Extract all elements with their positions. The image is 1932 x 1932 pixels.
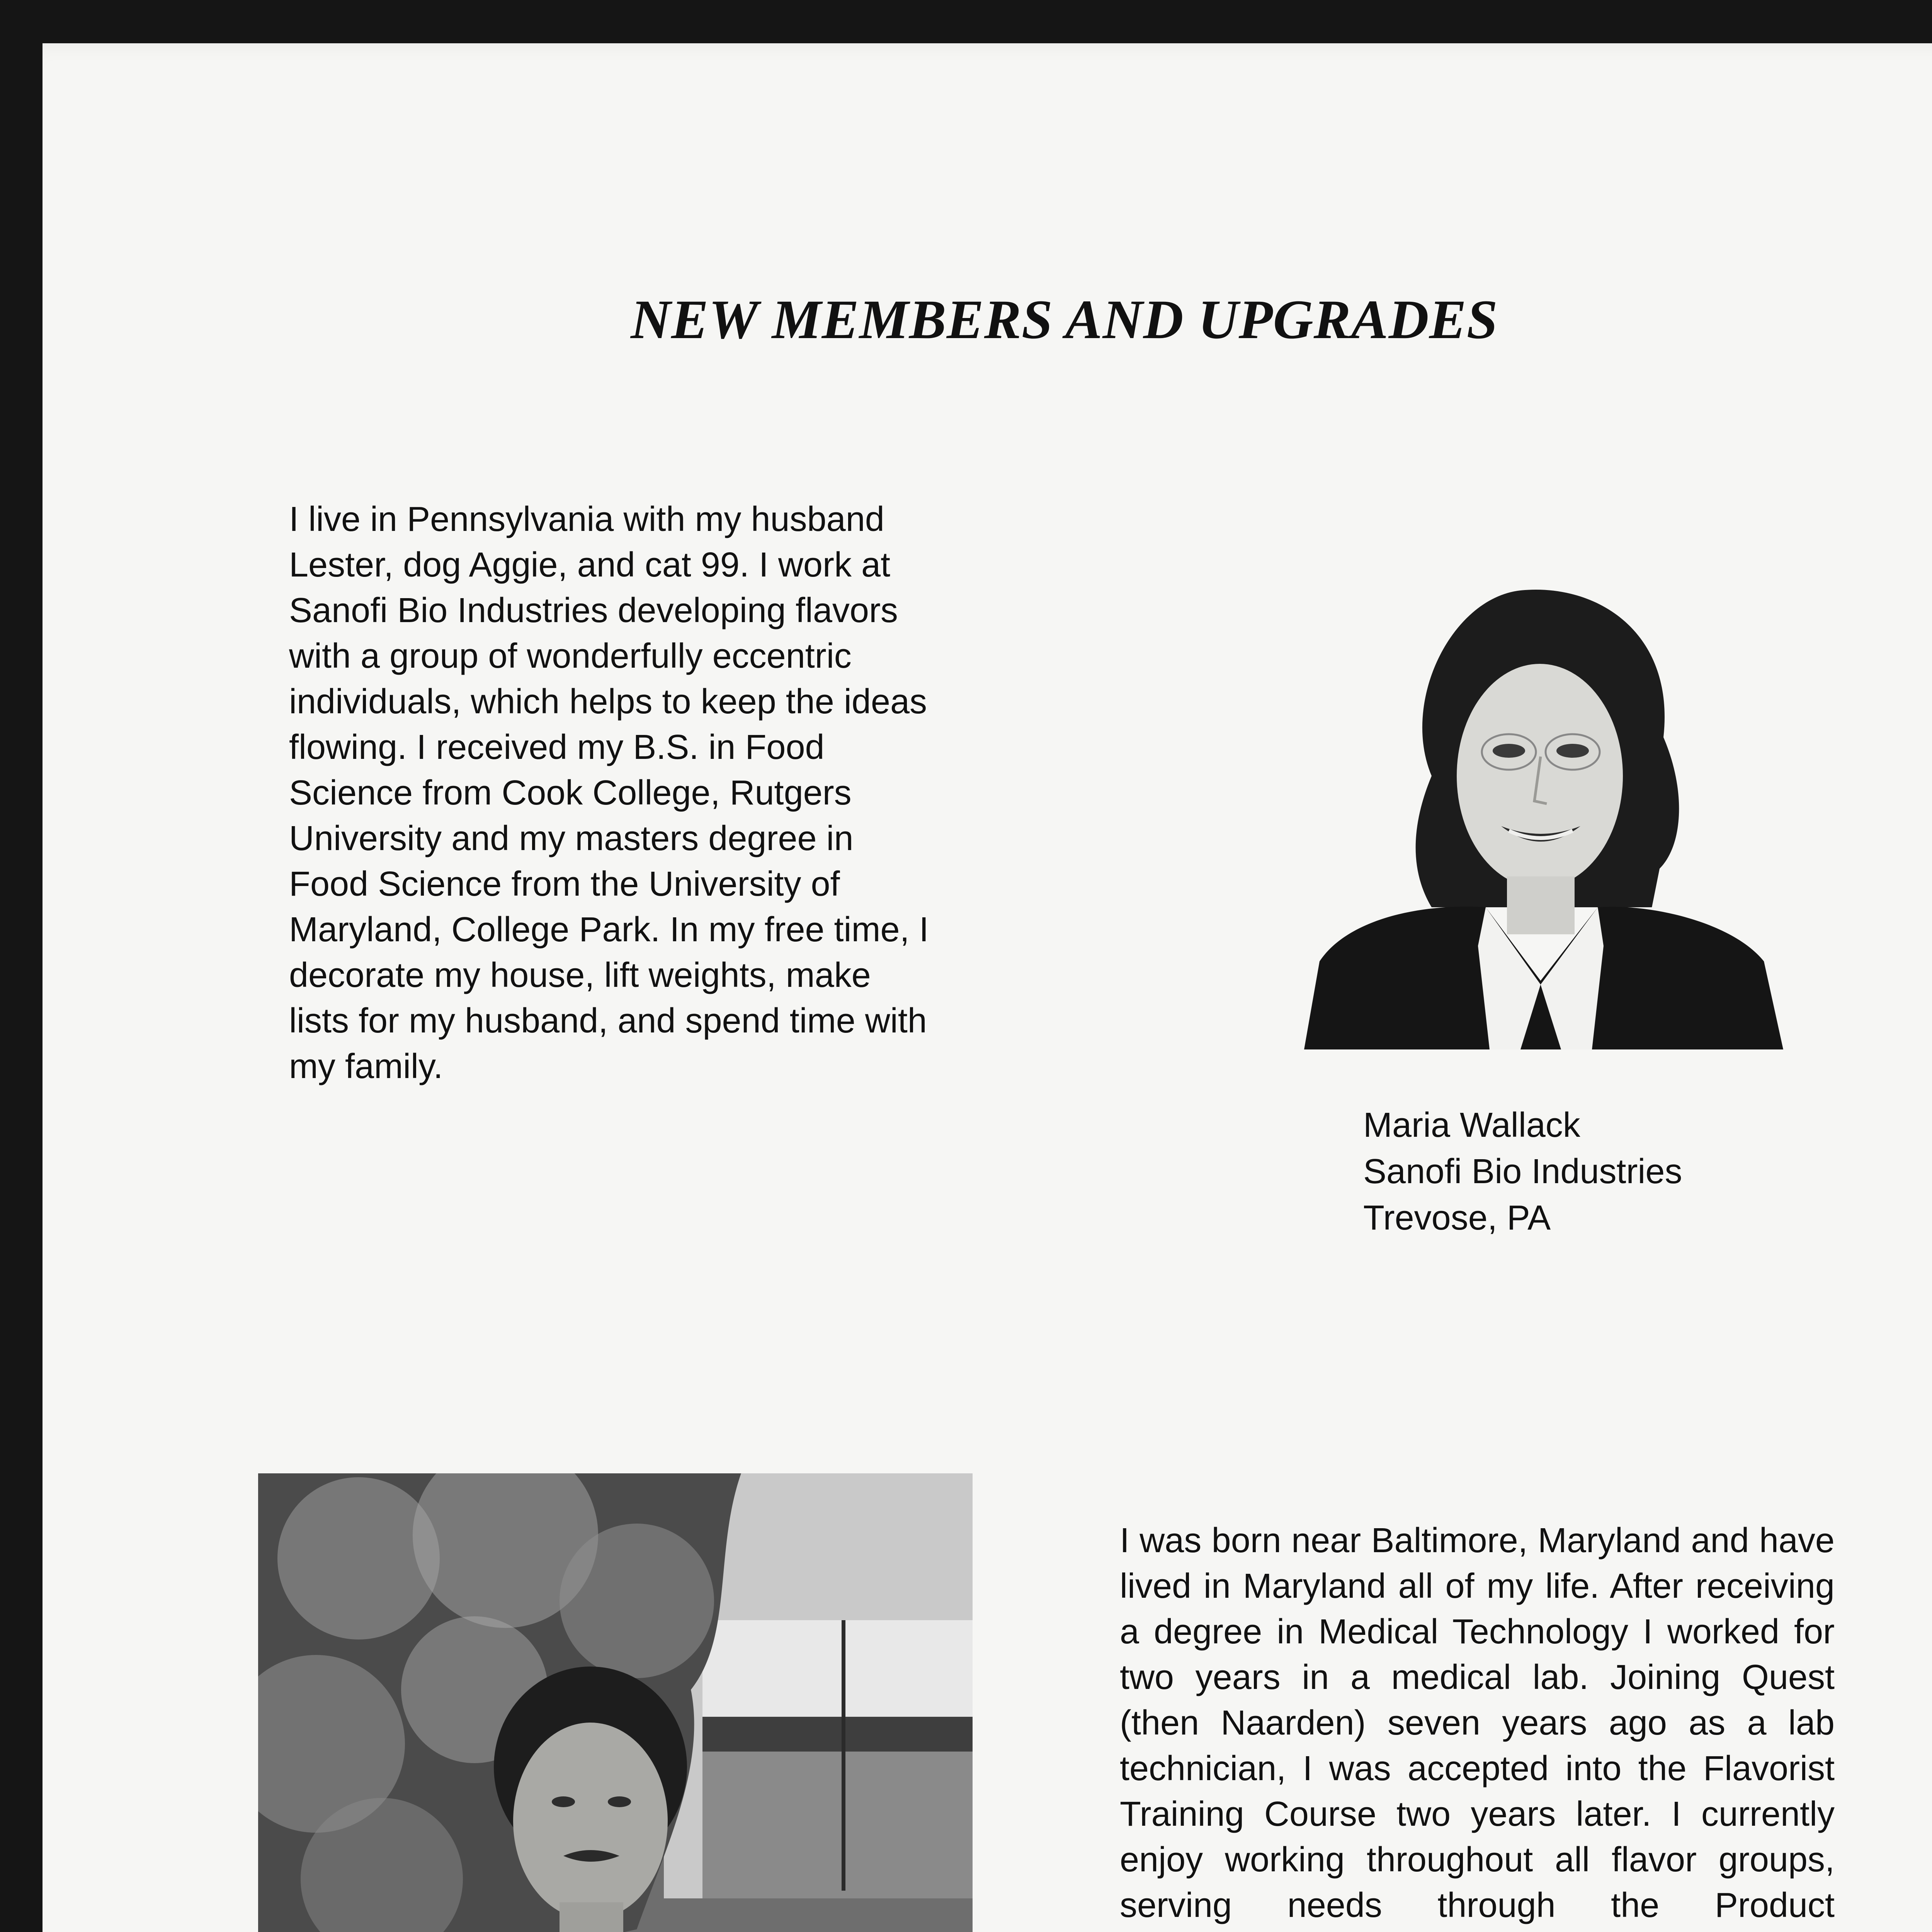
maria-wallack-caption bbox=[1363, 1102, 1682, 1241]
alan-ellison-photo bbox=[258, 1473, 973, 1932]
alan-portrait-image bbox=[258, 1473, 973, 1932]
maria-company: Sanofi Bio Industries bbox=[1363, 1152, 1682, 1191]
maria-wallack-bio: I live in Pennsylvania with my husband Lester, dog Aggie, and cat 99. I work at Sanofi Bio Industries developing flavors with a group of wonderfully eccentric individuals, which helps to keep the ideas flowing. I received my B.S. in Food Science from Cook College, Rutgers University and my masters degree in Food Science from the University of Maryland, College Park. In my free time, I decorate my house, lift weights, make lists for my husband, and spend time with my family. bbox=[289, 500, 929, 1086]
maria-name: Maria Wallack bbox=[1363, 1106, 1580, 1145]
alan-ellison-bio: I was born near Baltimore, Maryland and have lived in Maryland all of my life. After receiving a degree in Medical Technology I worked for two years in a medical lab. Joining Quest (then Naarden) seven years ago as a lab technician, I was accepted into the Flavorist Training Course two years later. I currently enjoy working throughout all flavor groups, serving needs through the Product bbox=[1120, 1521, 1835, 1925]
maria-wallack-photo bbox=[1304, 575, 1783, 1049]
maria-location: Trevose, PA bbox=[1363, 1199, 1551, 1237]
page-title: NEW MEMBERS AND UPGRADES bbox=[631, 289, 1498, 350]
maria-portrait-image bbox=[1304, 575, 1783, 1049]
